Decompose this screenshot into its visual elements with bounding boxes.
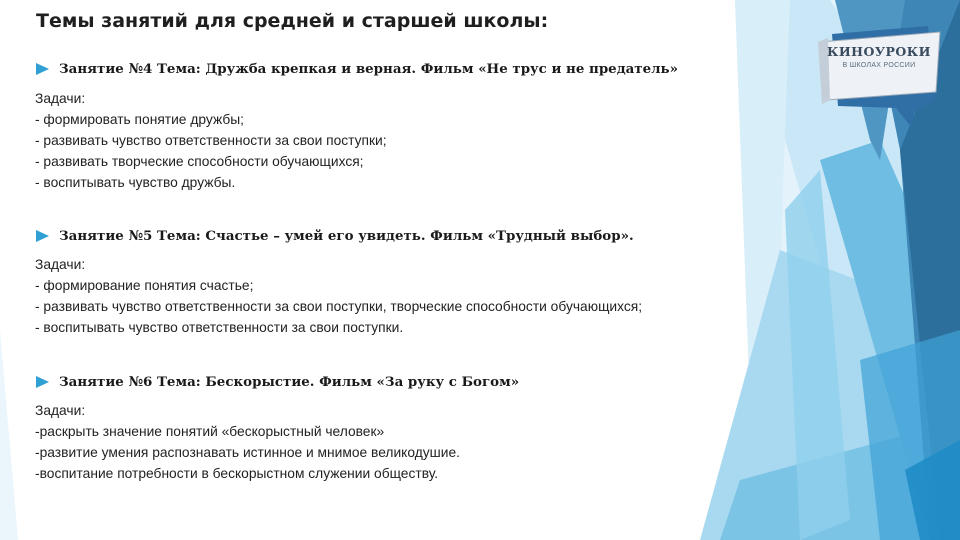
tasks-label: Задачи: [35,403,86,418]
task-item: - формировать понятие дружбы; [35,112,244,127]
lesson-heading-4 [36,61,678,77]
task-item: - развивать чувство ответственности за свои поступки, творческие способности обучающихся; [35,299,643,314]
task-item: - воспитывать чувство ответственности за свои поступки. [35,320,404,335]
task-item: - воспитывать чувство дружбы. [35,175,236,190]
lesson-heading-text: Занятие №6 Тема: Бескорыстие. Фильм «За руку с Богом» [59,374,520,390]
task-item: - развивать чувство ответственности за свои поступки; [35,133,387,148]
task-item: - формирование понятия счастье; [35,278,254,293]
bullet-arrow-icon [36,230,49,242]
lesson-heading-6 [36,374,519,390]
lesson-heading-5 [36,228,634,244]
task-item: -развитие умения распознавать истинное и мнимое великодушие. [35,445,460,460]
logo-subtitle: В ШКОЛАХ РОССИИ [842,62,916,69]
tasks-label: Задачи: [35,91,86,106]
kinouroki-logo [818,20,942,130]
lesson-heading-text: Занятие №5 Тема: Счастье – умей его увидеть. Фильм «Трудный выбор». [59,228,634,244]
lesson-tasks-4 [35,88,387,193]
task-item: -воспитание потребности в бескорыстном служении обществу. [35,466,439,481]
slide-title: Темы занятий для средней и старшей школы: [36,10,549,32]
bullet-arrow-icon [36,63,49,75]
bullet-arrow-icon [36,376,49,388]
lesson-tasks-6 [35,400,460,484]
task-item: -раскрыть значение понятий «бескорыстный человек» [35,424,385,439]
lesson-tasks-5 [35,254,642,338]
lesson-heading-text: Занятие №4 Тема: Дружба крепкая и верная. Фильм «Не трус и не предатель» [59,61,679,77]
tasks-label: Задачи: [35,257,86,272]
logo-title: КИНОУРОКИ [827,44,931,59]
task-item: - развивать творческие способности обучающихся; [35,154,364,169]
